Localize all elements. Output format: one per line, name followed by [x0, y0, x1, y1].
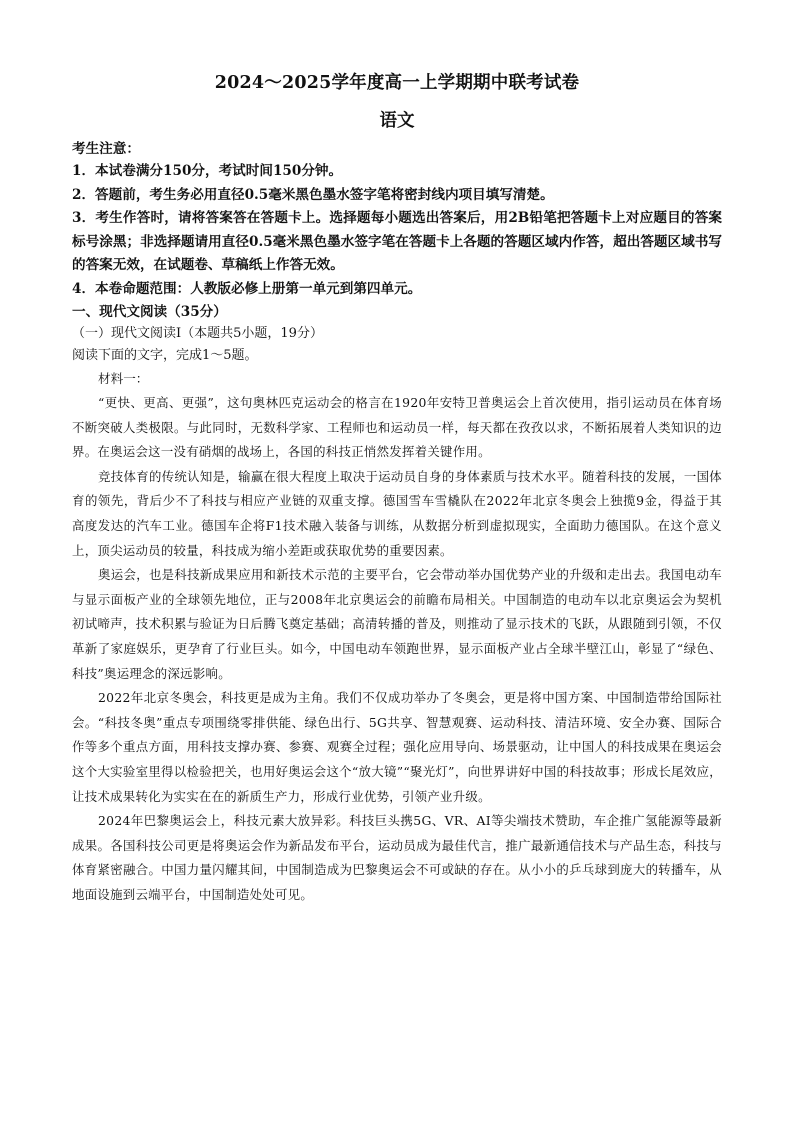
- notice-item-4: 4．本卷命题范围：人教版必修上册第一单元到第四单元。: [72, 280, 422, 297]
- notice-heading: 考生注意：: [72, 141, 140, 157]
- reading-instruction: 阅读下面的文字，完成1～5题。: [72, 348, 258, 363]
- paragraph-4: 2022年北京冬奥会，科技更是成为主角。我们不仅成功举办了冬奥会，更是将中国方案、中国制造带给国际社会。“科技冬奥”重点专项围绕零排供能、绿色出行、5G共享、智慧观赛、运动科技、清洁环境、安全办赛、国际合作等多个重点方面，用科技支撑办赛、参赛、观赛全过程；强化应用导向、场景驱动，让中国人的科技成果在奥运会这个大实验室里得以检验把关，也用好奥运会这个“放大镜”“聚光灯”，向世界讲好中国的科技故事；形成长尾效应，让技术成果转化为实实在在的新质生产力，形成行业优势，引领产业升级。: [72, 690, 722, 804]
- notice-item-1: 1．本试卷满分150分，考试时间150分钟。: [72, 163, 343, 179]
- material-label: 材料一：: [98, 371, 149, 386]
- paragraph-2: 竞技体育的传统认知是，输赢在很大程度上取决于运动员自身的身体素质与技术水平。随着科技的发展，一国体育的领先，背后少不了科技与相应产业链的双重支撑。德国雪车雪橇队在2022年北京冬奥会上独揽9金，得益于其高度发达的汽车工业。德国车企将F1技术融入装备与训练，从数据分析到虚拟现实，全面助力德国队。在这个意义上，顶尖运动员的较量，科技成为缩小差距或获取优势的重要因素。: [72, 468, 722, 558]
- subject-title: 语文: [379, 111, 415, 131]
- notice-block: [72, 138, 722, 301]
- exam-title: 2024～2025学年度高一上学期期中联考试卷: [214, 73, 580, 93]
- notice-item-2: 2．答题前，考生务必用直径0.5毫米黑色墨水签字笔将密封线内项目填写清楚。: [72, 186, 554, 203]
- exam-page: [72, 70, 722, 907]
- reading-section: [72, 301, 722, 907]
- notice-item-3: 3．考生作答时，请将答案答在答题卡上。选择题每小题选出答案后，用2B铅笔把答题卡上对应题目的答案标号涂黑；非选择题请用直径0.5毫米黑色墨水签字笔在答题卡上各题的答题区域内作答，超出答题区域书写的答案无效，在试题卷、草稿纸上作答无效。: [72, 210, 722, 273]
- paragraph-3: 奥运会，也是科技新成果应用和新技术示范的主要平台，它会带动举办国优势产业的升级和走出去。我国电动车与显示面板产业的全球领先地位，正与2008年北京奥运会的前瞻布局相关。中国制造的电动车以北京奥运会为契机初试啼声，技术积累与验证为日后腾飞奠定基础；高清转播的普及，则推动了显示技术的飞跃，从跟随到引领，不仅革新了家庭娱乐，更孕育了行业巨头。如今，中国电动车领跑世界，显示面板产业占全球半壁江山，彰显了“绿色、科技”奥运理念的深远影响。: [72, 567, 722, 681]
- section-heading: 一、现代文阅读（35分）: [72, 304, 227, 320]
- paragraph-1: “更快、更高、更强”，这句奥林匹克运动会的格言在1920年安特卫普奥运会上首次使用，指引运动员在体育场不断突破人类极限。与此同时，无数科学家、工程师也和运动员一样，每天都在孜孜以求，不断拓展着人类知识的边界。在奥运会这一没有硝烟的战场上，各国的科技正悄然发挥着关键作用。: [72, 395, 722, 460]
- paragraph-5: 2024年巴黎奥运会上，科技元素大放异彩。科技巨头携5G、VR、AI等尖端技术赞助，车企推广氢能源等最新成果。各国科技公司更是将奥运会作为新品发布平台，运动员成为最佳代言，推广最新通信技术与产品生态，科技与体育紧密融合。中国力量闪耀其间，中国制造成为巴黎奥运会不可或缺的存在。从小小的乒乓球到庞大的转播车，从地面设施到云端平台，中国制造处处可见。: [72, 813, 722, 902]
- part-heading: （一）现代文阅读Ⅰ（本题共5小题，19分）: [72, 326, 323, 341]
